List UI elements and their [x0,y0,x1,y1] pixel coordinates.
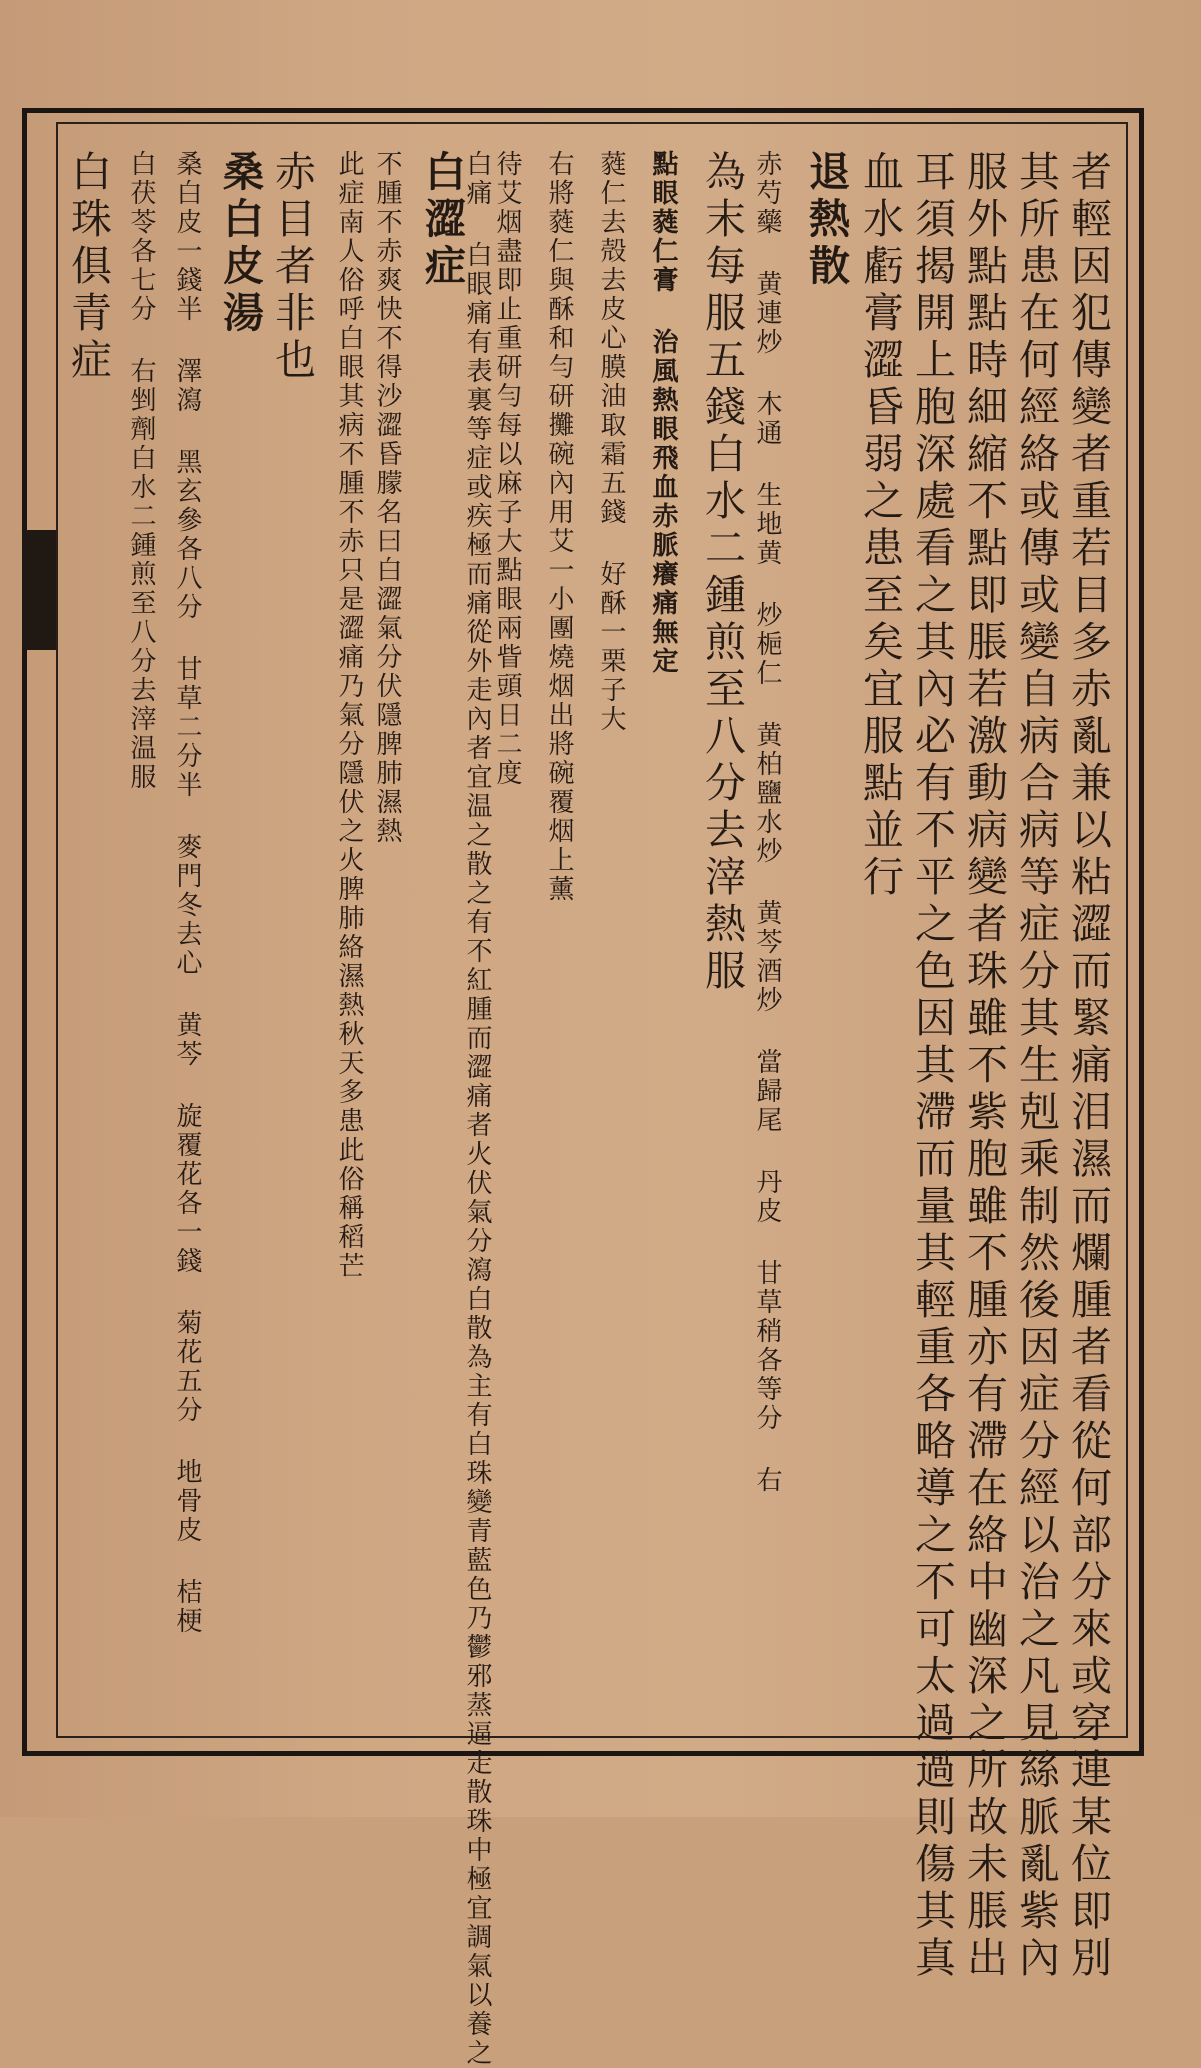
text-column-13: 白痛 白眼痛有表裏等症或疾極而痛從外走內者宜温之散之有不紅腫而澀痛者火伏氣分瀉白散為主有白珠變青藍色乃鬱邪蒸逼走散珠中極宜調氣以養之 [462,150,492,2068]
text-column-8: 為末每服五錢白水二鍾煎至八分去滓熱服 [698,150,746,996]
side-margin [22,108,56,1756]
text-column-2: 其所患在何經絡或傳或變自病合病等症分其生剋乘制然後因症分經以治之凡見絲脈亂紫內 [1012,150,1060,1983]
text-column-12: 待艾烟盡即止重研勻每以麻子大點眼兩眥頭日二度 [492,150,522,788]
text-column-19: 桑白皮一錢半 澤瀉 黑玄參各八分 甘草二分半 麥門冬去心 黄芩 旋覆花各一錢 菊花五分 地骨皮 桔梗 [172,150,202,1636]
text-column-17: 赤目者非也 [268,150,316,385]
text-column-16: 此症南人俗呼白眼其病不腫不赤只是澀痛乃氣分隱伏之火脾肺絡濕熱秋天多患此俗稱稻芒 [334,150,364,1281]
text-column-21: 白珠俱青症 [64,150,112,385]
text-column-1: 者輕因犯傳變者重若目多赤亂兼以粘澀而緊痛泪濕而爛腫者看從何部分來或穿連某位即別 [1064,150,1112,1983]
recipe-title-tui-re-san: 退熱散 [802,150,850,291]
text-column-3: 服外點點時細縮不點即脹若激動病變者珠雖不紫胞雖不腫亦有滯在絡中幽深之所故未脹出 [960,150,1008,1983]
text-column-10: 蕤仁去殻去皮心膜油取霜五錢 好酥一栗子大 [596,150,626,734]
margin-fish-tail-mark [22,530,56,650]
text-column-4: 耳須揭開上胞深處看之其內必有不平之色因其滯而量其輕重各略導之不可太過過則傷其真 [908,150,956,1983]
text-column-7: 赤芍藥 黄連炒 木通 生地黄 炒梔仁 黄柏鹽水炒 黄芩酒炒 當歸尾 丹皮 甘草稍各等分 右 [752,150,782,1495]
section-title-bai-se-zheng: 白澀症 [418,150,466,291]
text-column-15: 不腫不赤爽快不得沙澀昏朦名曰白澀氣分伏隱脾肺濕熱 [372,150,402,846]
recipe-title-rui-ren-gao: 點眼蕤仁膏 治風熱眼飛血赤脈癢痛無定 [648,150,678,676]
recipe-title-sang-bai-pi-tang: 桑白皮湯 [216,150,264,338]
text-column-11: 右將蕤仁與酥和勻研攤碗內用艾一小團燒烟出將碗覆烟上薰 [544,150,574,904]
text-column-5: 血水虧膏澀昏弱之患至矣宜服點並行 [856,150,904,902]
text-column-20: 白茯苓各七分 右剉劑白水二鍾煎至八分去滓温服 [126,150,156,792]
